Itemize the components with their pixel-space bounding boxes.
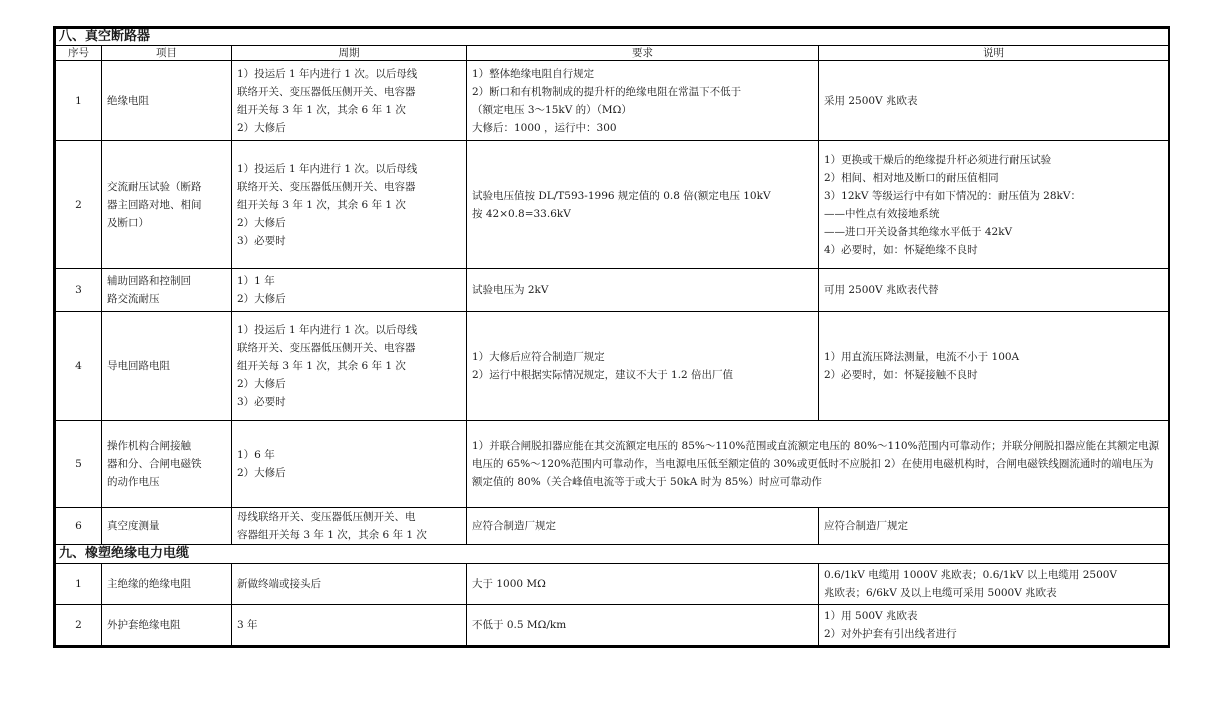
row-period: 3 年	[232, 605, 467, 646]
row-requirement-merged: 1）并联合闸脱扣器应能在其交流额定电压的 85%～110%范围或直流额定电压的 80%～110%范围内可靠动作；并联分闸脱扣器应能在其额定电源电压的 65%～120%范围内可靠动作，当电源电压低至额定值的 30%或更低时不应脱扣 2）在使用电磁机构时，合闸电磁铁线圈流通时的端电压为额定值的 80%（关合峰值电流等于或大于 50kA 时为 85%）时应可靠动作	[467, 421, 1169, 508]
row-note: 1）用直流压降法测量，电流不小于 100A 2）必要时，如：怀疑接触不良时	[819, 312, 1169, 421]
table-row	[56, 605, 1169, 646]
row-note: 0.6/1kV 电缆用 1000V 兆欧表；0.6/1kV 以上电缆用 2500V 兆欧表；6/6kV 及以上电缆可采用 5000V 兆欧表	[819, 564, 1169, 605]
section-title: 八、真空断路器	[56, 29, 1169, 46]
table-row	[56, 61, 1169, 141]
section-9-title-row	[56, 545, 1169, 564]
row-item: 绝缘电阻	[102, 61, 232, 141]
row-item: 交流耐压试验（断路 器主回路对地、相间 及断口）	[102, 141, 232, 269]
row-item: 导电回路电阻	[102, 312, 232, 421]
row-item: 真空度测量	[102, 508, 232, 545]
row-item: 辅助回路和控制回 路交流耐压	[102, 269, 232, 312]
table-row	[56, 508, 1169, 545]
document-frame	[53, 26, 1170, 648]
row-period: 1）1 年 2）大修后	[232, 269, 467, 312]
row-requirement: 1）大修后应符合制造厂规定 2）运行中根据实际情况规定，建议不大于 1.2 倍出厂值	[467, 312, 819, 421]
header-requirement: 要求	[467, 46, 819, 61]
row-note: 1）用 500V 兆欧表 2）对外护套有引出线者进行	[819, 605, 1169, 646]
section-title: 九、橡塑绝缘电力电缆	[56, 545, 1169, 564]
row-note: 应符合制造厂规定	[819, 508, 1169, 545]
row-no: 4	[56, 312, 102, 421]
row-requirement: 应符合制造厂规定	[467, 508, 819, 545]
row-requirement: 试验电压值按 DL/T593-1996 规定值的 0.8 倍(额定电压 10kV 按 42×0.8=33.6kV	[467, 141, 819, 269]
row-note: 1）更换或干燥后的绝缘提升杆必须进行耐压试验 2）相间、相对地及断口的耐压值相同 3）12kV 等级运行中有如下情况的：耐压值为 28kV： ——中性点有效接地系统 ——进口开关设备其绝缘水平低于 42kV 4）必要时，如：怀疑绝缘不良时	[819, 141, 1169, 269]
row-period: 1）6 年 2）大修后	[232, 421, 467, 508]
row-no: 2	[56, 605, 102, 646]
table-row	[56, 564, 1169, 605]
row-no: 2	[56, 141, 102, 269]
row-requirement: 不低于 0.5 MΩ/km	[467, 605, 819, 646]
table-row	[56, 312, 1169, 421]
header-note: 说明	[819, 46, 1169, 61]
row-period: 1）投运后 1 年内进行 1 次。以后母线 联络开关、变压器低压侧开关、电容器 组开关每 3 年 1 次，其余 6 年 1 次 2）大修后 3）必要时	[232, 312, 467, 421]
row-no: 1	[56, 564, 102, 605]
row-no: 3	[56, 269, 102, 312]
row-requirement: 大于 1000 MΩ	[467, 564, 819, 605]
row-period: 母线联络开关、变压器低压侧开关、电 容器组开关每 3 年 1 次，其余 6 年 1 次	[232, 508, 467, 545]
header-no: 序号	[56, 46, 102, 61]
row-note: 可用 2500V 兆欧表代替	[819, 269, 1169, 312]
header-period: 周期	[232, 46, 467, 61]
header-item: 项目	[102, 46, 232, 61]
section-8-title-row	[56, 29, 1169, 46]
row-requirement: 试验电压为 2kV	[467, 269, 819, 312]
row-period: 1）投运后 1 年内进行 1 次。以后母线 联络开关、变压器低压侧开关、电容器 组开关每 3 年 1 次，其余 6 年 1 次 2）大修后	[232, 61, 467, 141]
row-no: 1	[56, 61, 102, 141]
row-item: 主绝缘的绝缘电阻	[102, 564, 232, 605]
row-no: 5	[56, 421, 102, 508]
row-item: 外护套绝缘电阻	[102, 605, 232, 646]
row-period: 新做终端或接头后	[232, 564, 467, 605]
row-note: 采用 2500V 兆欧表	[819, 61, 1169, 141]
row-requirement: 1）整体绝缘电阻自行规定 2）断口和有机物制成的提升杆的绝缘电阻在常温下不低于 （额定电压 3～15kV 的）（MΩ） 大修后：1000 ，运行中：300	[467, 61, 819, 141]
table-row	[56, 421, 1169, 508]
row-item: 操作机构合闸接触 器和分、合闸电磁铁 的动作电压	[102, 421, 232, 508]
table-header-row	[56, 46, 1169, 61]
test-standard-table	[55, 28, 1169, 646]
row-no: 6	[56, 508, 102, 545]
table-row	[56, 269, 1169, 312]
table-row	[56, 141, 1169, 269]
row-period: 1）投运后 1 年内进行 1 次。以后母线 联络开关、变压器低压侧开关、电容器 组开关每 3 年 1 次，其余 6 年 1 次 2）大修后 3）必要时	[232, 141, 467, 269]
